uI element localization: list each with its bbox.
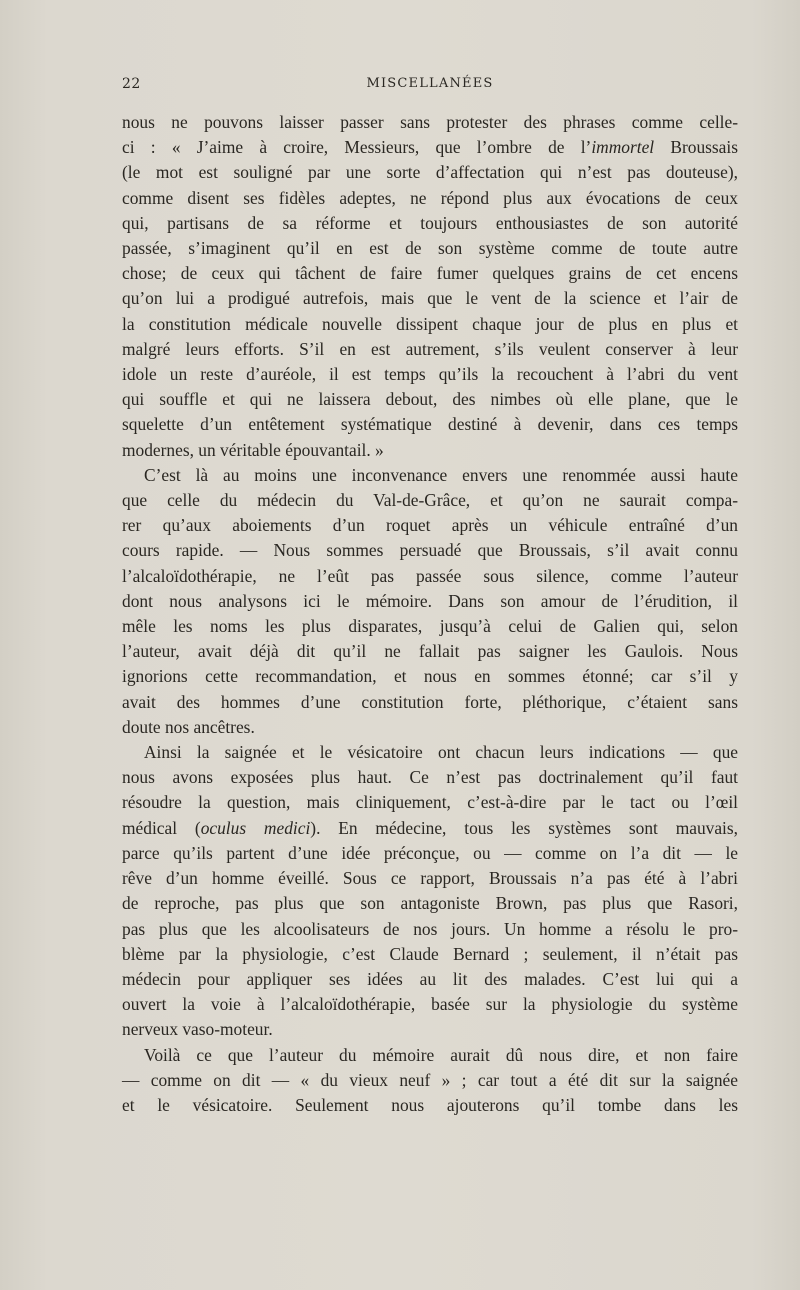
- text-line: cours rapide. — Nous sommes persuadé que Broussais, s’il avait connu: [122, 540, 738, 561]
- text-line: nous avons exposées plus haut. Ce n’est pas doctrinalement qu’il faut: [122, 767, 738, 788]
- text-line: résoudre la question, mais cliniquement, c’est-à-dire par le tact ou l’œil: [122, 792, 738, 813]
- text-line: passée, s’imaginent qu’il en est de son système comme de toute autre: [122, 238, 738, 259]
- text-line: et le vésicatoire. Seulement nous ajouterons qu’il tombe dans les: [122, 1094, 738, 1115]
- text-line: parce qu’ils partent d’une idée préconçue, ou — comme on l’a dit — le: [122, 842, 738, 863]
- text-line: C’est là au moins une inconvenance envers une renommée aussi haute: [144, 464, 738, 485]
- text-line: l’alcaloïdothérapie, ne l’eût pas passée sous silence, comme l’auteur: [122, 565, 738, 586]
- text-line: ci : « J’aime à croire, Messieurs, que l’ombre de l’immortel Broussais: [122, 137, 738, 158]
- text-line: (le mot est souligné par une sorte d’affectation qui n’est pas douteuse),: [122, 162, 738, 183]
- page-number: 22: [122, 76, 141, 92]
- text-line: ouvert la voie à l’alcaloïdothérapie, basée sur la physiologie du système: [122, 994, 738, 1015]
- running-title: MISCELLANÉES: [366, 76, 494, 91]
- text-line: chose; de ceux qui tâchent de faire fumer quelques grains de cet encens: [122, 263, 738, 284]
- text-line: modernes, un véritable épouvantail. »: [122, 439, 384, 460]
- text-line: que celle du médecin du Val-de-Grâce, et qu’on ne saurait compa-: [122, 490, 738, 511]
- text-line: dont nous analysons ici le mémoire. Dans son amour de l’érudition, il: [122, 590, 738, 611]
- text-line: de reproche, pas plus que son antagoniste Brown, pas plus que Rasori,: [122, 893, 738, 914]
- text-line: malgré leurs efforts. S’il en est autrement, s’ils veulent conserver à leur: [122, 338, 738, 359]
- text-line: qui souffle et qui ne laissera debout, des nimbes où elle plane, que le: [122, 389, 738, 410]
- text-line: l’auteur, avait déjà dit qu’il ne fallait pas saigner les Gaulois. Nous: [122, 641, 738, 662]
- text-line: idole un reste d’auréole, il est temps qu’ils la recouchent à l’abri du vent: [122, 364, 738, 385]
- text-line: blème par la physiologie, c’est Claude Bernard ; seulement, il n’était pas: [122, 943, 738, 964]
- body-text: [122, 110, 738, 1118]
- text-line: pas plus que les alcoolisateurs de nos jours. Un homme a résolu le pro-: [122, 918, 738, 939]
- text-line: qu’on lui a prodigué autrefois, mais que le vent de la science et l’air de: [122, 288, 738, 309]
- text-line: rer qu’aux aboiements d’un roquet après un véhicule entraîné d’un: [122, 515, 738, 536]
- text-line: comme disent ses fidèles adeptes, ne répond plus aux évocations de ceux: [122, 187, 738, 208]
- text-line: rêve d’un homme éveillé. Sous ce rapport, Broussais n’a pas été à l’abri: [122, 868, 738, 889]
- italic-term: oculus medici: [200, 817, 311, 838]
- text-line: avait des hommes d’une constitution forte, pléthorique, c’étaient sans: [122, 691, 738, 712]
- text-line: mêle les noms les plus disparates, jusqu’à celui de Galien qui, selon: [122, 616, 738, 637]
- text-line: nous ne pouvons laisser passer sans protester des phrases comme celle-: [122, 112, 738, 132]
- text-line: squelette d’un entêtement systématique destiné à devenir, dans ces temps: [122, 414, 738, 435]
- text-line: Voilà ce que l’auteur du mémoire aurait dû nous dire, et non faire: [144, 1044, 738, 1065]
- text-line: la constitution médicale nouvelle dissipent chaque jour de plus en plus et: [122, 313, 738, 334]
- page-header: [122, 76, 738, 100]
- text-line: — comme on dit — « du vieux neuf » ; car tout a été dit sur la saignée: [122, 1069, 738, 1090]
- italic-term: immortel: [591, 137, 655, 158]
- text-line: Ainsi la saignée et le vésicatoire ont chacun leurs indications — que: [144, 742, 738, 763]
- text-line: médical (oculus medici). En médecine, tous les systèmes sont mauvais,: [122, 817, 739, 838]
- text-line: nerveux vaso-moteur.: [122, 1019, 273, 1040]
- text-line: ignorions cette recommandation, et nous en sommes étonné; car s’il y: [122, 666, 738, 687]
- text-line: qui, partisans de sa réforme et toujours enthousiastes de son autorité: [122, 212, 738, 233]
- text-line: doute nos ancêtres.: [122, 716, 255, 737]
- text-line: médecin pour appliquer ses idées au lit des malades. C’est lui qui a: [122, 968, 738, 989]
